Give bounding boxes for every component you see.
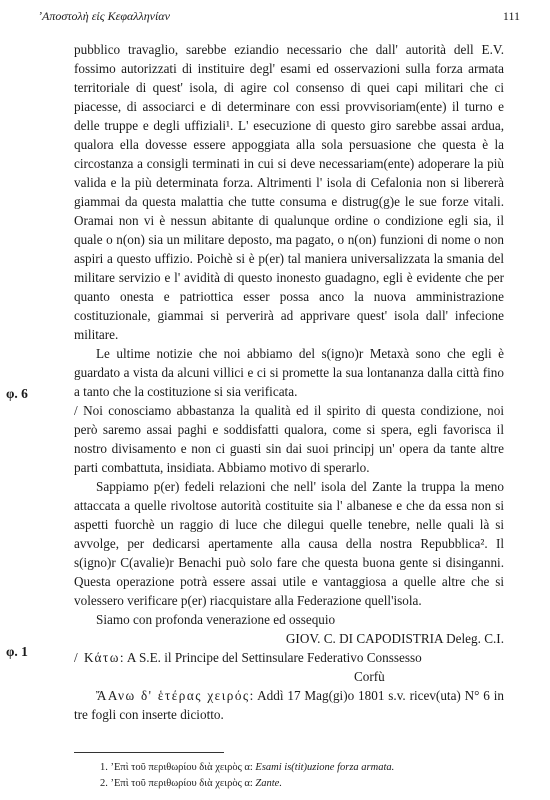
- signature: GIOV. C. DI CAPODISTRIA Deleg. C.I.: [285, 631, 504, 646]
- running-title: ʼΑποστολὴ εἰς Κεφαλληνίαν: [38, 9, 170, 23]
- receipt-text: : Addì 17 Mag(gi)o 1801 s.v. ricev(uta) N° 6 in tre fogli con inserte diciotto.: [74, 688, 504, 722]
- footnote: [100, 760, 394, 775]
- footnote: [100, 776, 282, 791]
- paragraph: pubblico travaglio, sarebbe eziandio necessario che dall' autorità dell E.V. fossimo autorizzati di instituire degl' esami ed osservazioni sulla forza armata territoriale di quest' isola, di agire col consenso di quei capi militari che ci piacesse, di associarci e di determinare con essi provvisoriam(ente) il turno e delle truppe e degli uffiziali¹. L' esecuzione di questo giro sarebbe assai ardua, qualora ella dovesse essere appoggiata alla sola persuasione che questa è la circostanza a consigli terminati in cui si deve necessariam(ente) adoperare la più valida e la più determinata forza. Altrimenti l' isola di Cefalonia non si libererà giammai da questa malattia che tutte consuma e distrug(g)e le sue forze vitali. Oramai non vi è nessun abitante di qualunque ordine o condizione egli sia, il quale o n(on) sia un militare deposto, ma pagato, o n(on) funzioni di nome o non aspiri a questo uffizio. Poichè si è p(er) tal maniera universalizzata la smania del militare servizio e l' avidità di questo inonesto guadagno, egli è evidente che per quanto onesta e patriottica esser possa anco la nuova amministrazione costituzionale, giammai si perverirà ad apprivare quest' isola dall' infecione militare.: [74, 42, 504, 342]
- footnote-text: Zante.: [255, 778, 282, 789]
- paragraph: Sappiamo p(er) fedeli relazioni che nell' isola del Zante la truppa la meno attaccata a quelle rivoltose autorità costituite sia l' albanese e che da essa non si aspetti fuorchè un raggio di luce che dilegui quelle tenebre, nelle quali là si avvolge, per dedicarsi apertamente alla causa della nostra Repubblica². Il s(igno)r C(avalie)r Benachi può solo fare che questa buona gente si disinganni. Questa operazione potrà essere assai utile e vantaggiosa a quelle altre che si volessero verificare p(er) riacquistare alla Federazione quell'isola.: [74, 479, 504, 608]
- footnote-divider: [74, 752, 224, 753]
- margin-folio-note: φ. 1: [6, 644, 28, 659]
- footnote-prefix: 1. ʼΕπὶ τοῦ περιθωρίου διὰ χειρὸς α:: [100, 762, 253, 773]
- address-label: / Κάτω: [74, 650, 120, 665]
- receipt-note: [74, 686, 504, 724]
- closing-line: Siamo con profonda venerazione ed ossequio: [96, 612, 336, 627]
- address-text: : A S.E. il Principe del Settinsulare Federativo Conssesso: [119, 650, 422, 665]
- paragraph: / Noi conosciamo abbastanza la qualità ed il spirito di questa condizione, noi però saremo assai paghi e soddisfatti qualora, come si spera, egli favorisca il nostro divisamento e non ci guasti sin dai suoi principj un' opera da tante altre parti combattuta, insidiata. Abbiamo motivo di sperarlo.: [74, 403, 504, 475]
- receipt-label: ἌΑνω δ' ἑτέρας χειρός: [96, 688, 250, 703]
- margin-folio-note: φ. 6: [6, 386, 28, 401]
- letter-body: [74, 40, 504, 724]
- footnote-text: Esami is(tit)uzione forza armata.: [255, 762, 395, 773]
- address-city: Corfù: [354, 669, 385, 684]
- page-number: 111: [502, 9, 520, 23]
- address-line: [74, 648, 504, 667]
- paragraph: Le ultime notizie che noi abbiamo del s(igno)r Metaxà sono che egli è guardato a vista da alcuni villici e ci si promette la sua lontananza dalla città fino a tanto che la costituzione si sia verificata.: [74, 346, 504, 399]
- running-header: [38, 9, 520, 27]
- footnote-prefix: 2. ʼΕπὶ τοῦ περιθωρίου διὰ χειρὸς α:: [100, 778, 253, 789]
